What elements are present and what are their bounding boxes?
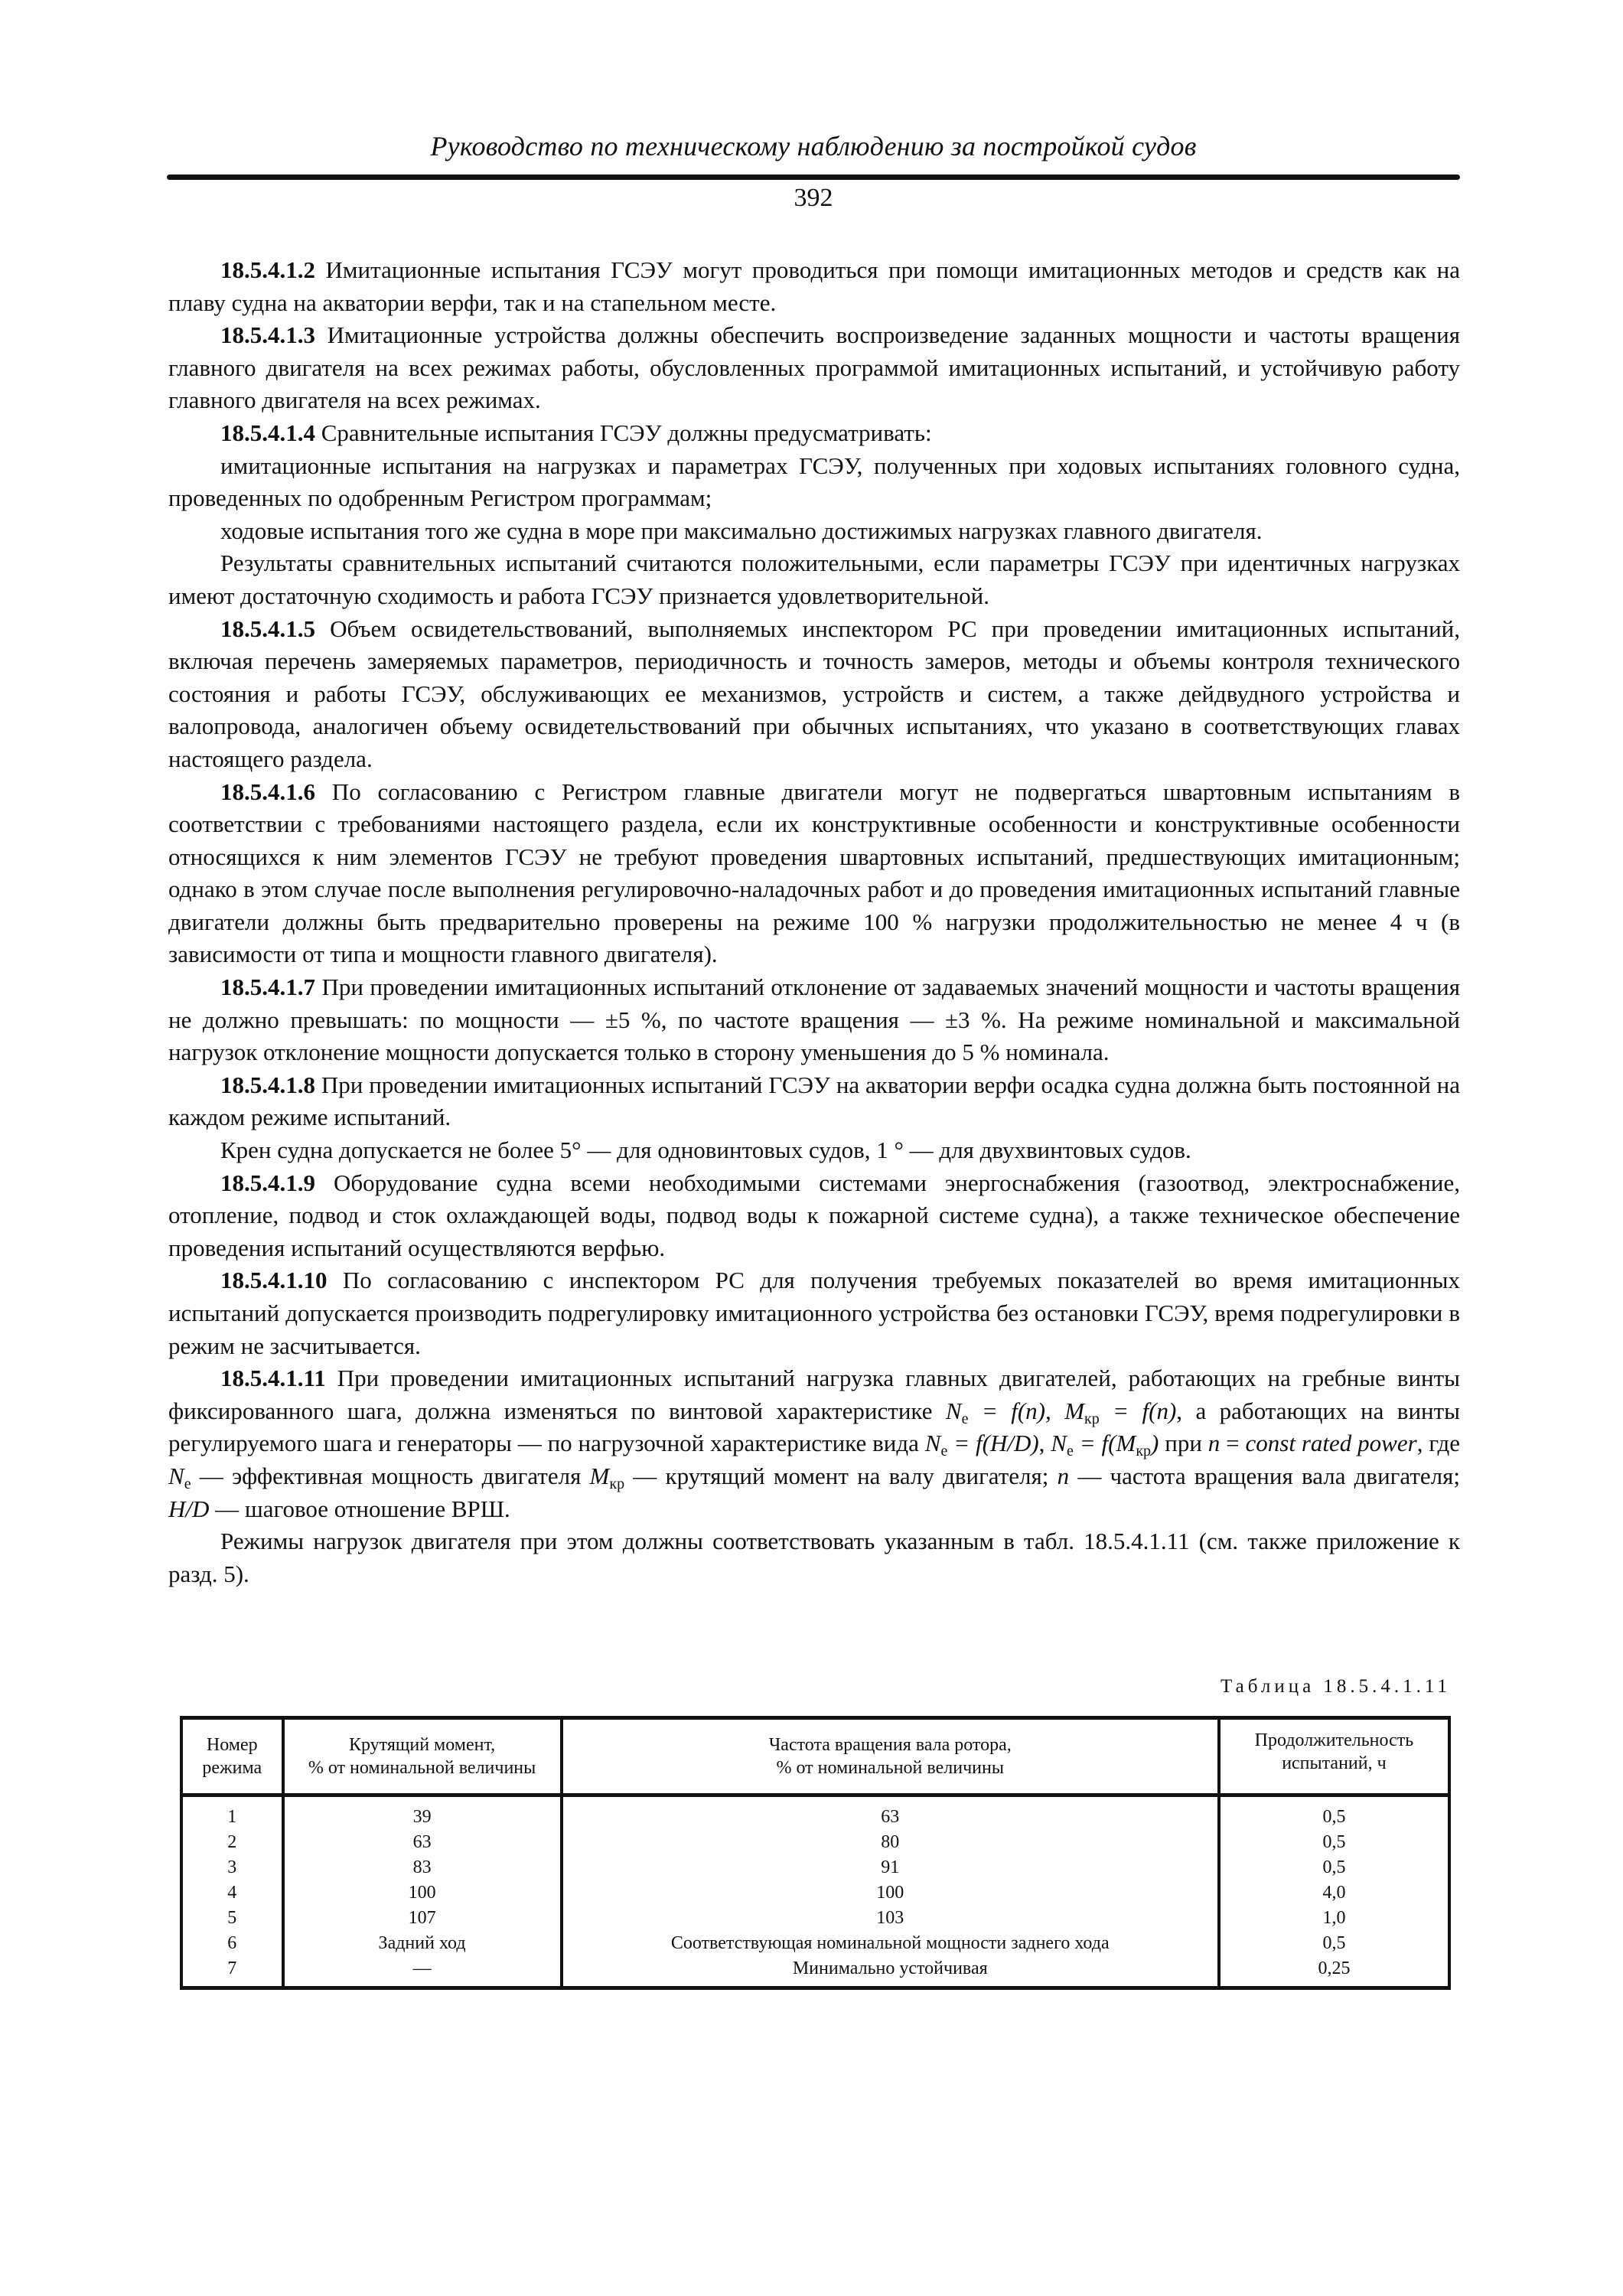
paragraph-text: Результаты сравнительных испытаний считаются положительными, если параметры ГСЭУ при идентичных нагрузках имеют достаточную сходимость и работа ГСЭУ признается удовлетворительной. — [168, 550, 1460, 609]
page-number: 392 — [794, 184, 833, 212]
paragraph-text: При проведении имитационных испытаний нагрузка главных двигателей, работающих на гребные винты фиксированного шага, должна изменяться по винтовой характеристике — [168, 1365, 1460, 1424]
cell-speed: 91 — [562, 1855, 1219, 1880]
paragraph-text: = — [1220, 1430, 1246, 1457]
cell-mode: 2 — [181, 1830, 283, 1855]
cell-torque: Задний ход — [283, 1931, 562, 1956]
cell-mode: 6 — [181, 1931, 283, 1956]
paragraph-text: — крутящий момент на валу двигателя; — [624, 1462, 1058, 1489]
cell-mode: 4 — [181, 1880, 283, 1906]
paragraph-text: ходовые испытания того же судна в море при максимально достижимых нагрузках главного двигателя. — [220, 517, 1263, 544]
running-title: Руководство по техническому наблюдению за постройкой судов — [430, 131, 1197, 161]
paragraph-text: Имитационные устройства должны обеспечить воспроизведение заданных мощности и частоты вращения главного двигателя на всех режимах работы, обусловленных программой имитационных испытаний, и устойчивую работу главного двигателя на всех режимах. — [168, 321, 1460, 414]
cell-mode: 7 — [181, 1956, 283, 1988]
paragraph-text: , а работающих на винты регулируемого шага и генераторы — по нагрузочной характеристике вида — [168, 1397, 1460, 1457]
header-torque — [283, 1718, 562, 1795]
formula-symbol: n — [1057, 1462, 1070, 1489]
cell-duration: 0,5 — [1219, 1795, 1449, 1831]
clause-number: 18.5.4.1.9 — [220, 1169, 315, 1196]
paragraph-text: имитационные испытания на нагрузках и параметрах ГСЭУ, полученных при ходовых испытаниях головного судна, проведенных по одобренным Регистром программам; — [168, 452, 1460, 512]
paragraph-text: Объем освидетельствований, выполняемых инспектором РС при проведении имитационных испытаний, включая перечень замеряемых параметров, периодичность и точность замеров, методы и объемы контроля технического состояния и работы ГСЭУ, обслуживающих ее механизмов, устройств и систем, а также дейдвудного устройства и валопровода, аналогичен объему освидетельствований при обычных испытаниях, что указано в соответствующих главах настоящего раздела. — [168, 615, 1460, 772]
cell-torque: 83 — [283, 1855, 562, 1880]
cell-mode: 5 — [181, 1906, 283, 1931]
formula-subscript: e — [940, 1443, 948, 1460]
load-modes-table — [180, 1716, 1451, 1990]
cell-speed: Минимально устойчивая — [562, 1956, 1219, 1988]
formula-expression: = f(H/D) — [947, 1430, 1039, 1457]
formula-subscript: e — [961, 1410, 969, 1427]
table-row — [181, 1855, 1449, 1880]
formula-subscript: кр — [1136, 1443, 1152, 1460]
header-line: испытаний, ч — [1282, 1753, 1387, 1773]
paragraph-18-5-4-1-8 — [168, 1069, 1460, 1134]
formula-symbol: H/D — [168, 1495, 210, 1522]
table-header-row — [181, 1718, 1449, 1795]
paragraph-text: Оборудование судна всеми необходимыми системами энергоснабжения (газоотвод, электроснабжение, отопление, подвод и сток охлаждающей воды, подвод воды к пожарной системе судна), а также техническое обеспечение проведения испытаний осуществляются верфью. — [168, 1169, 1460, 1261]
cell-mode: 1 — [181, 1795, 283, 1831]
header-line: Продолжительность — [1254, 1730, 1414, 1750]
formula-subscript: кр — [609, 1475, 625, 1492]
paragraph-18-5-4-1-3 — [168, 319, 1460, 417]
clause-number: 18.5.4.1.10 — [220, 1267, 328, 1294]
paragraph-18-5-4-1-9 — [168, 1167, 1460, 1265]
table-row — [181, 1830, 1449, 1855]
cell-torque: 63 — [283, 1830, 562, 1855]
paragraph-text: По согласованию с Регистром главные двигатели могут не подвергаться швартовным испытаниям в соответствии с требованиями настоящего раздела, если их конструктивные особенности и конструктивные особенности относящихся к ним элементов ГСЭУ не требуют проведения швартовных испытаний, предшествующих имитационным; однако в этом случае после выполнения регулировочно-наладочных работ и до проведения имитационных испытаний главные двигатели должны быть предварительно проверены на режиме 100 % нагрузки продолжительностью не менее 4 ч (в зависимости от типа и мощности главного двигателя). — [168, 778, 1460, 968]
list-item-simulation-tests — [168, 450, 1460, 515]
clause-number: 18.5.4.1.3 — [220, 321, 315, 349]
paragraph-18-5-4-1-6 — [168, 776, 1460, 972]
paragraph-text: , — [1038, 1430, 1051, 1457]
header-line: % от номинальной величины — [776, 1758, 1004, 1778]
formula-expression: = f(n), — [968, 1397, 1065, 1424]
formula-symbol: M — [1064, 1397, 1085, 1424]
paragraph-text: Режимы нагрузок двигателя при этом должны соответствовать указанным в табл. 18.5.4.1.11 (см. также приложение к разд. 5). — [168, 1528, 1460, 1587]
header-line: Частота вращения вала ротора, — [768, 1735, 1012, 1755]
cell-duration: 0,5 — [1219, 1830, 1449, 1855]
paragraph-text: при — [1159, 1430, 1208, 1457]
table-row — [181, 1795, 1449, 1831]
paragraph-load-modes — [168, 1525, 1460, 1590]
clause-number: 18.5.4.1.2 — [220, 256, 315, 283]
paragraph-text: Сравнительные испытания ГСЭУ должны предусматривать: — [315, 419, 932, 446]
formula-symbol: N — [924, 1430, 941, 1457]
cell-mode: 3 — [181, 1855, 283, 1880]
cell-torque: 100 — [283, 1880, 562, 1906]
formula-expression: = f(M — [1073, 1430, 1136, 1457]
paragraph-text: — эффективная мощность двигателя — [191, 1462, 590, 1489]
formula-subscript: e — [184, 1475, 191, 1492]
cell-duration: 0,5 — [1219, 1855, 1449, 1880]
cell-duration: 1,0 — [1219, 1906, 1449, 1931]
table-row — [181, 1931, 1449, 1956]
formula-symbol: N — [945, 1397, 962, 1424]
header-duration — [1219, 1718, 1449, 1795]
cell-speed: 100 — [562, 1880, 1219, 1906]
paragraph-18-5-4-1-2 — [168, 254, 1460, 319]
document-body — [168, 254, 1460, 1590]
clause-number: 18.5.4.1.5 — [220, 615, 315, 642]
clause-number: 18.5.4.1.11 — [220, 1365, 326, 1392]
paragraph-18-5-4-1-10 — [168, 1264, 1460, 1362]
formula-expression: = f(n) — [1099, 1397, 1177, 1424]
table-row — [181, 1906, 1449, 1931]
formula-symbol: M — [589, 1462, 610, 1489]
formula-symbol: N — [1051, 1430, 1067, 1457]
formula-subscript: e — [1066, 1443, 1074, 1460]
cell-duration: 0,5 — [1219, 1931, 1449, 1956]
paragraph-18-5-4-1-11 — [168, 1362, 1460, 1525]
table-caption: Таблица 18.5.4.1.11 — [1221, 1676, 1451, 1697]
cell-duration: 4,0 — [1219, 1880, 1449, 1906]
cell-duration: 0,25 — [1219, 1956, 1449, 1988]
cell-torque: 107 — [283, 1906, 562, 1931]
paragraph-text: По согласованию с инспектором РС для получения требуемых показателей во время имитационных испытаний допускается производить подрегулировку имитационного устройства без остановки ГСЭУ, время подрегулировки в режим не засчитывается. — [168, 1267, 1460, 1359]
paragraph-heel — [168, 1134, 1460, 1167]
list-item-sea-trials — [168, 515, 1460, 548]
paragraph-text: , где — [1416, 1430, 1461, 1457]
header-rule — [167, 174, 1460, 180]
header-line: % от номинальной величины — [308, 1758, 536, 1778]
formula-symbol: n — [1207, 1430, 1221, 1457]
header-mode-number — [181, 1718, 283, 1795]
paragraph-18-5-4-1-7 — [168, 971, 1460, 1069]
clause-number: 18.5.4.1.8 — [220, 1071, 315, 1098]
header-line: Номер — [206, 1735, 258, 1755]
cell-speed: 63 — [562, 1795, 1219, 1831]
paragraph-18-5-4-1-5 — [168, 613, 1460, 776]
cell-torque: — — [283, 1956, 562, 1988]
paragraph-text: При проведении имитационных испытаний ГСЭУ на акватории верфи осадка судна должна быть постоянной на каждом режиме испытаний. — [168, 1071, 1460, 1131]
header-line: Крутящий момент, — [348, 1735, 496, 1755]
clause-number: 18.5.4.1.7 — [220, 974, 315, 1001]
cell-speed: 103 — [562, 1906, 1219, 1931]
paragraph-results — [168, 547, 1460, 612]
formula-expression: ) — [1151, 1430, 1159, 1457]
formula-symbol: N — [168, 1462, 184, 1489]
paragraph-text: При проведении имитационных испытаний отклонение от задаваемых значений мощности и частоты вращения не должно превышать: по мощности — ±5 %, по частоте вращения — ±3 %. На режиме номинальной и максимальной нагрузок отклонение мощности допускается только в сторону уменьшения до 5 % номинала. — [168, 974, 1460, 1066]
formula-expression: const rated power — [1245, 1430, 1417, 1457]
paragraph-text: Имитационные испытания ГСЭУ могут проводиться при помощи имитационных методов и средств как на плаву судна на акватории верфи, так и на стапельном месте. — [168, 256, 1460, 316]
paragraph-text: — частота вращения вала двигателя; — [1069, 1462, 1460, 1489]
clause-number: 18.5.4.1.4 — [220, 419, 315, 446]
formula-subscript: кр — [1084, 1410, 1100, 1427]
paragraph-text: Крен судна допускается не более 5° — для одновинтовых судов, 1 ° — для двухвинтовых судов. — [220, 1137, 1191, 1164]
cell-speed: Соответствующая номинальной мощности заднего хода — [562, 1931, 1219, 1956]
paragraph-text: — шаговое отношение ВРШ. — [209, 1495, 510, 1522]
table-row — [181, 1880, 1449, 1906]
clause-number: 18.5.4.1.6 — [220, 778, 315, 805]
header-line: режима — [202, 1758, 262, 1778]
paragraph-18-5-4-1-4 — [168, 417, 1460, 450]
table-row — [181, 1956, 1449, 1988]
cell-speed: 80 — [562, 1830, 1219, 1855]
cell-torque: 39 — [283, 1795, 562, 1831]
header-rotor-speed — [562, 1718, 1219, 1795]
